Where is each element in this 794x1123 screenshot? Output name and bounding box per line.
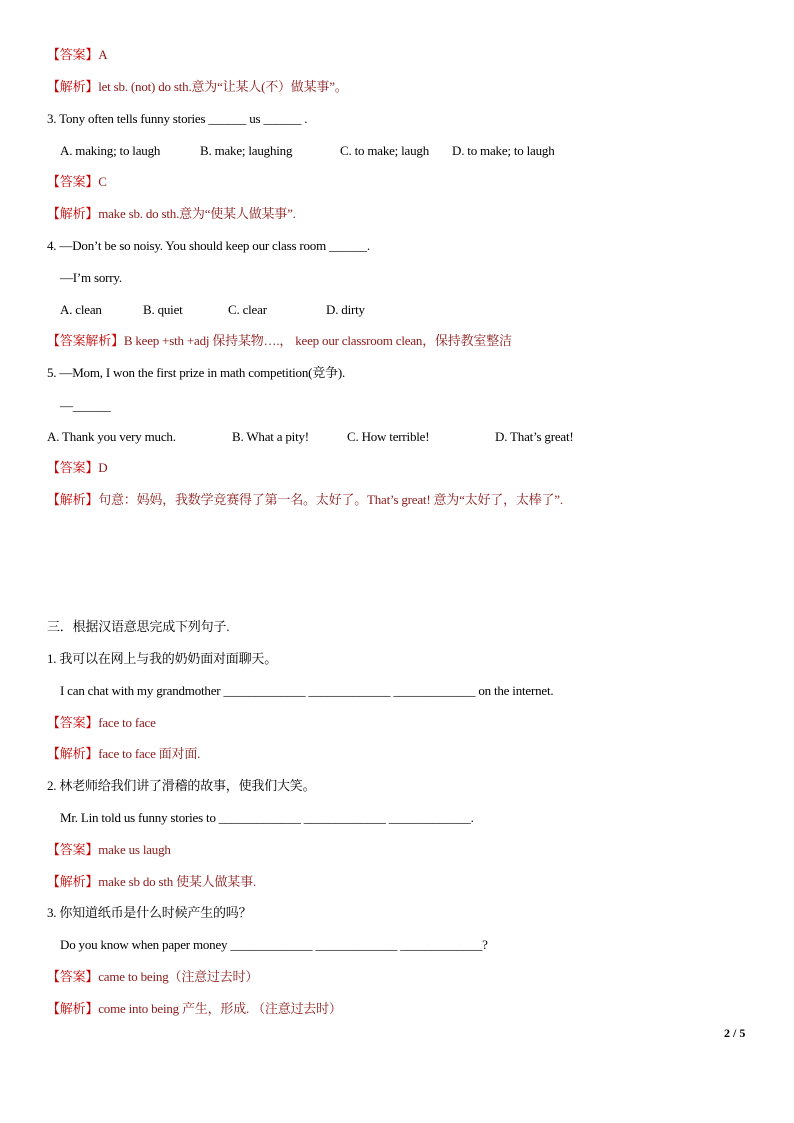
- answer-tag: 【答案】: [47, 460, 99, 475]
- answer-tag: 【答案】: [47, 715, 99, 730]
- s3-english: Do you know when paper money _____________ _____________ _____________?: [60, 937, 488, 952]
- q2-answer-line: [47, 46, 107, 64]
- analysis-text: let sb. (not) do sth.意为“让某人(不）做某事”。: [98, 79, 348, 94]
- answer-text: make us laugh: [98, 842, 171, 857]
- analysis-tag: 【解析】: [47, 206, 99, 221]
- analysis-text: 句意：妈妈，我数学竞赛得了第一名。太好了。That’s great! 意为“太好了，太棒了”.: [98, 492, 563, 507]
- q4-stem: 4. —Don’t be so noisy. You should keep our class room ______.: [47, 238, 370, 253]
- analysis-text: come into being 产生，形成. （注意过去时）: [98, 1001, 342, 1016]
- answer-text: A: [98, 47, 108, 62]
- analysis-tag: 【解析】: [47, 492, 99, 507]
- s2-english: Mr. Lin told us funny stories to _____________ _____________ _____________.: [60, 810, 474, 825]
- section3-title: 三．根据汉语意思完成下列句子.: [47, 619, 230, 634]
- q4-option-a: A. clean: [60, 302, 102, 317]
- answer-text: D: [98, 460, 108, 475]
- s1-analysis-line: [47, 745, 200, 763]
- q4-reply: —I’m sorry.: [60, 270, 122, 285]
- answer-tag: 【答案】: [47, 174, 99, 189]
- q5-option-b: B. What a pity!: [232, 429, 309, 444]
- q4-option-c: C. clear: [228, 302, 267, 317]
- q3-option-a: A. making; to laugh: [60, 143, 161, 158]
- s3-analysis-line: [47, 1000, 342, 1018]
- q4-option-b: B. quiet: [143, 302, 183, 317]
- q3-analysis-line: [47, 205, 296, 223]
- analysis-text: face to face 面对面.: [98, 746, 201, 761]
- q5-option-d: D. That’s great!: [495, 429, 574, 444]
- q5-answer-line: [47, 459, 107, 477]
- answer-text: came to being（注意过去时）: [98, 969, 259, 984]
- analysis-tag: 【解析】: [47, 79, 99, 94]
- analysis-tag: 【解析】: [47, 1001, 99, 1016]
- q4-option-d: D. dirty: [326, 302, 365, 317]
- analysis-text: make sb. do sth.意为“使某人做某事”.: [98, 206, 296, 221]
- q3-stem: 3. Tony often tells funny stories ______ us ______ .: [47, 111, 308, 126]
- q3-option-b: B. make; laughing: [200, 143, 293, 158]
- s1-answer-line: [47, 714, 156, 732]
- s1-english: I can chat with my grandmother _____________ _____________ _____________ on the internet.: [60, 683, 554, 698]
- analysis-tag: 【解析】: [47, 874, 99, 889]
- q3-option-c: C. to make; laugh: [340, 143, 430, 158]
- q2-analysis-line: [47, 78, 348, 96]
- answer-text: C: [98, 174, 107, 189]
- s2-chinese: 2. 林老师给我们讲了滑稽的故事，使我们大笑。: [47, 778, 316, 793]
- analysis-text: make sb do sth 使某人做某事.: [98, 874, 256, 889]
- q3-answer-line: [47, 173, 107, 191]
- answer-tag: 【答案】: [47, 969, 99, 984]
- q5-option-c: C. How terrible!: [347, 429, 430, 444]
- s2-answer-line: [47, 841, 171, 859]
- q4-answer-analysis-line: [47, 332, 512, 350]
- s1-chinese: 1. 我可以在网上与我的奶奶面对面聊天。: [47, 651, 278, 666]
- q3-option-d: D. to make; to laugh: [452, 143, 555, 158]
- answer-analysis-text: B keep +sth +adj 保持某物….， keep our classroom clean，保持教室整洁: [123, 333, 512, 348]
- s2-analysis-line: [47, 873, 256, 891]
- s3-answer-line: [47, 968, 258, 986]
- s3-chinese: 3. 你知道纸币是什么时候产生的吗？: [47, 905, 252, 920]
- q5-stem: 5. —Mom, I won the first prize in math competition(竞争).: [47, 365, 346, 380]
- answer-analysis-tag: 【答案解析】: [47, 333, 124, 348]
- answer-text: face to face: [98, 715, 156, 730]
- page-number: 2 / 5: [724, 1026, 746, 1040]
- answer-tag: 【答案】: [47, 842, 99, 857]
- answer-tag: 【答案】: [47, 47, 99, 62]
- analysis-tag: 【解析】: [47, 746, 99, 761]
- q5-analysis-line: [47, 491, 563, 509]
- q5-option-a: A. Thank you very much.: [47, 429, 176, 444]
- q5-reply: —______: [60, 398, 111, 413]
